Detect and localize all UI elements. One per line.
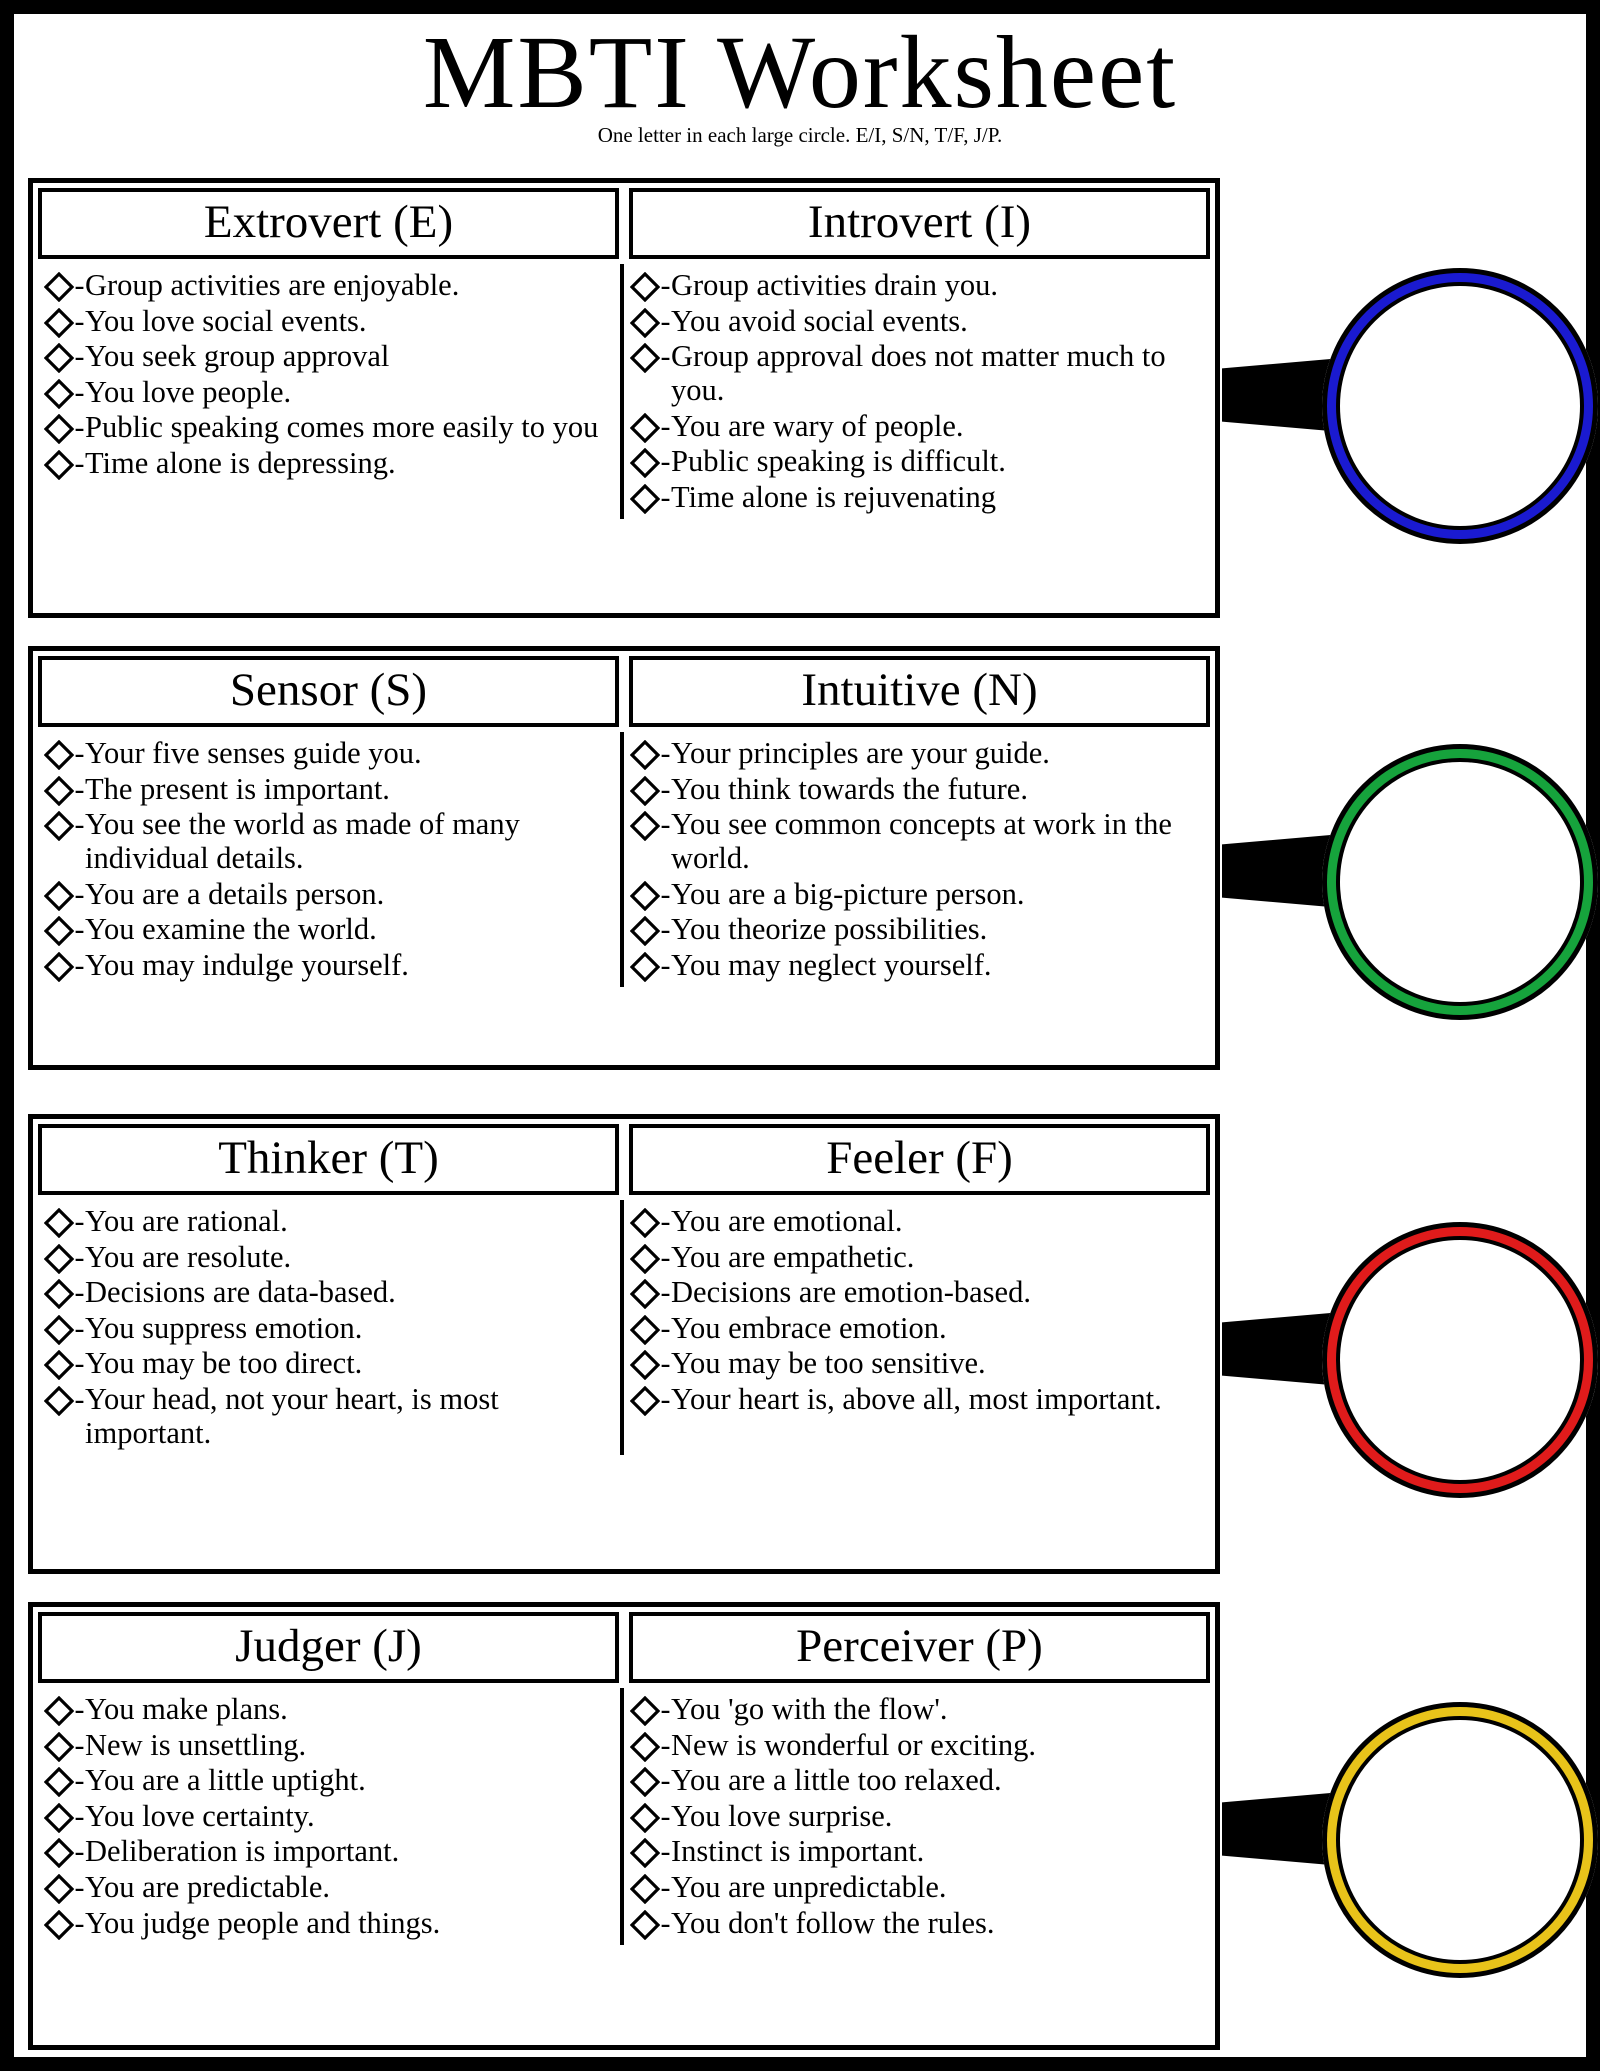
item-text: You are emotional. <box>671 1204 903 1239</box>
item-text: New is wonderful or exciting. <box>671 1727 1037 1762</box>
item-text: You love certainty. <box>85 1798 315 1833</box>
section-body <box>33 732 1215 993</box>
list-extrovert <box>38 264 624 519</box>
item-text: You are unpredictable. <box>671 1870 947 1905</box>
list-item[interactable] <box>44 1275 614 1310</box>
item-text: Your principles are your guide. <box>671 736 1050 771</box>
diamond-checkbox-icon[interactable] <box>630 952 660 982</box>
diamond-checkbox-icon[interactable] <box>44 1910 74 1940</box>
ring-inner <box>1336 1236 1584 1484</box>
heading-extrovert: Extrovert (E) <box>38 188 619 259</box>
item-text: Public speaking is difficult. <box>671 444 1006 479</box>
diamond-checkbox-icon[interactable] <box>630 1910 660 1940</box>
diamond-checkbox-icon[interactable] <box>630 1874 660 1904</box>
list-item[interactable] <box>44 1870 614 1905</box>
diamond-checkbox-icon[interactable] <box>44 1386 74 1416</box>
section-extrovert-introvert <box>28 178 1220 618</box>
list-item[interactable] <box>44 1799 614 1834</box>
item-text: Time alone is depressing. <box>85 446 396 481</box>
bullet-dash: - <box>74 1764 85 1798</box>
heading-sensor: Sensor (S) <box>38 656 619 727</box>
diamond-checkbox-icon[interactable] <box>630 484 660 514</box>
item-text: You are a little too relaxed. <box>671 1763 1002 1798</box>
item-text: You may be too sensitive. <box>671 1346 986 1381</box>
bullet-dash: - <box>74 447 85 481</box>
diamond-checkbox-icon[interactable] <box>630 448 660 478</box>
answer-circle-ei[interactable] <box>1322 268 1598 544</box>
bullet-dash: - <box>660 1347 671 1381</box>
list-item[interactable] <box>44 1906 614 1941</box>
bullet-dash: - <box>660 304 671 338</box>
list-item[interactable] <box>630 736 1204 771</box>
list-item[interactable] <box>44 772 614 807</box>
item-text: You make plans. <box>85 1692 288 1727</box>
diamond-checkbox-icon[interactable] <box>630 1838 660 1868</box>
list-item[interactable] <box>44 877 614 912</box>
list-item[interactable] <box>44 339 614 374</box>
diamond-checkbox-icon[interactable] <box>44 881 74 911</box>
bullet-dash: - <box>660 1728 671 1762</box>
diamond-checkbox-icon[interactable] <box>44 1838 74 1868</box>
list-item[interactable] <box>630 1906 1204 1941</box>
answer-circle-jp[interactable] <box>1322 1702 1598 1978</box>
item-text: Time alone is rejuvenating <box>671 479 997 514</box>
item-text: You seek group approval <box>85 339 390 374</box>
bullet-dash: - <box>660 877 671 911</box>
diamond-checkbox-icon[interactable] <box>630 413 660 443</box>
bullet-dash: - <box>660 445 671 479</box>
heading-thinker: Thinker (T) <box>38 1124 619 1195</box>
list-item[interactable] <box>630 1240 1204 1275</box>
section-body <box>33 1688 1215 1951</box>
diamond-checkbox-icon[interactable] <box>630 1696 660 1726</box>
diamond-checkbox-icon[interactable] <box>630 776 660 806</box>
diamond-checkbox-icon[interactable] <box>44 414 74 444</box>
diamond-checkbox-icon[interactable] <box>44 1803 74 1833</box>
section-body <box>33 264 1215 525</box>
list-item[interactable] <box>44 375 614 410</box>
bullet-dash: - <box>74 1276 85 1310</box>
list-item[interactable] <box>44 807 614 875</box>
bullet-dash: - <box>74 1205 85 1239</box>
list-item[interactable] <box>44 446 614 481</box>
item-text: You love surprise. <box>671 1798 893 1833</box>
section-body <box>33 1200 1215 1461</box>
item-text: New is unsettling. <box>85 1727 307 1762</box>
bullet-dash: - <box>74 913 85 947</box>
bullet-dash: - <box>74 1871 85 1905</box>
diamond-checkbox-icon[interactable] <box>44 811 74 841</box>
answer-circle-tf[interactable] <box>1322 1222 1598 1498</box>
bullet-dash: - <box>660 1383 671 1417</box>
list-item[interactable] <box>630 1382 1204 1417</box>
section-judger-perceiver <box>28 1602 1220 2050</box>
bullet-dash: - <box>74 304 85 338</box>
diamond-checkbox-icon[interactable] <box>44 1279 74 1309</box>
bullet-dash: - <box>660 737 671 771</box>
ring-inner <box>1336 282 1584 530</box>
heading-intuitive: Intuitive (N) <box>629 656 1210 727</box>
ring-inner <box>1336 1716 1584 1964</box>
list-item[interactable] <box>630 877 1204 912</box>
bullet-dash: - <box>74 1835 85 1869</box>
bullet-dash: - <box>74 1728 85 1762</box>
list-judger <box>38 1688 624 1945</box>
diamond-checkbox-icon[interactable] <box>630 1803 660 1833</box>
list-item[interactable] <box>630 948 1204 983</box>
bullet-dash: - <box>74 375 85 409</box>
bullet-dash: - <box>74 1693 85 1727</box>
list-feeler <box>624 1200 1210 1455</box>
bullet-dash: - <box>660 480 671 514</box>
item-text: Your heart is, above all, most important. <box>671 1382 1162 1417</box>
item-text: You theorize possibilities. <box>671 912 988 947</box>
list-item[interactable] <box>630 444 1204 479</box>
diamond-checkbox-icon[interactable] <box>630 1315 660 1345</box>
answer-circle-group-tf <box>1212 1204 1572 1494</box>
bullet-dash: - <box>660 1871 671 1905</box>
list-item[interactable] <box>44 1763 614 1798</box>
bullet-dash: - <box>660 1693 671 1727</box>
bullet-dash: - <box>660 948 671 982</box>
list-intuitive <box>624 732 1210 987</box>
list-item[interactable] <box>630 807 1204 875</box>
section-headings <box>33 651 1215 732</box>
item-text: You see the world as made of many individual details. <box>85 807 520 876</box>
diamond-checkbox-icon[interactable] <box>630 1279 660 1309</box>
item-text: You may be too direct. <box>85 1346 363 1381</box>
section-headings <box>33 183 1215 264</box>
item-text: You embrace emotion. <box>671 1310 947 1345</box>
diamond-checkbox-icon[interactable] <box>44 916 74 946</box>
item-text: You are resolute. <box>85 1239 292 1274</box>
bullet-dash: - <box>660 808 671 842</box>
section-headings <box>33 1607 1215 1688</box>
answer-circle-group-sn <box>1212 726 1572 1016</box>
bullet-dash: - <box>660 913 671 947</box>
item-text: Decisions are emotion-based. <box>671 1275 1031 1310</box>
list-item[interactable] <box>630 480 1204 515</box>
diamond-checkbox-icon[interactable] <box>630 1386 660 1416</box>
item-text: Group activities are enjoyable. <box>85 268 460 303</box>
bullet-dash: - <box>660 1276 671 1310</box>
item-text: You are a little uptight. <box>85 1763 366 1798</box>
diamond-checkbox-icon[interactable] <box>44 450 74 480</box>
list-introvert <box>624 264 1210 519</box>
bullet-dash: - <box>660 269 671 303</box>
bullet-dash: - <box>660 1240 671 1274</box>
list-sensor <box>38 732 624 987</box>
ring-inner <box>1336 758 1584 1006</box>
item-text: You think towards the future. <box>671 771 1028 806</box>
list-item[interactable] <box>630 1799 1204 1834</box>
item-text: You avoid social events. <box>671 303 968 338</box>
diamond-checkbox-icon[interactable] <box>630 916 660 946</box>
bullet-dash: - <box>74 1240 85 1274</box>
diamond-checkbox-icon[interactable] <box>44 1696 74 1726</box>
list-item[interactable] <box>44 268 614 303</box>
list-item[interactable] <box>44 1834 614 1869</box>
diamond-checkbox-icon[interactable] <box>44 1208 74 1238</box>
page-title: MBTI Worksheet <box>422 15 1178 130</box>
page-inner <box>14 14 1586 2057</box>
bullet-dash: - <box>74 1383 85 1417</box>
diamond-checkbox-icon[interactable] <box>630 811 660 841</box>
answer-circle-group-jp <box>1212 1684 1572 1974</box>
item-text: Group approval does not matter much to you. <box>671 339 1166 408</box>
diamond-checkbox-icon[interactable] <box>44 740 74 770</box>
diamond-checkbox-icon[interactable] <box>44 1732 74 1762</box>
bullet-dash: - <box>74 948 85 982</box>
item-text: You 'go with the flow'. <box>671 1692 948 1727</box>
list-item[interactable] <box>44 304 614 339</box>
diamond-checkbox-icon[interactable] <box>630 740 660 770</box>
bullet-dash: - <box>660 1311 671 1345</box>
diamond-checkbox-icon[interactable] <box>630 1244 660 1274</box>
item-text: The present is important. <box>85 771 390 806</box>
item-text: You are empathetic. <box>671 1239 915 1274</box>
item-text: You don't follow the rules. <box>671 1905 995 1940</box>
list-item[interactable] <box>630 912 1204 947</box>
diamond-checkbox-icon[interactable] <box>44 1350 74 1380</box>
section-sensor-intuitive <box>28 646 1220 1070</box>
diamond-checkbox-icon[interactable] <box>44 308 74 338</box>
bullet-dash: - <box>74 1906 85 1940</box>
list-item[interactable] <box>630 1692 1204 1727</box>
diamond-checkbox-icon[interactable] <box>630 881 660 911</box>
heading-introvert: Introvert (I) <box>629 188 1210 259</box>
item-text: Decisions are data-based. <box>85 1275 396 1310</box>
diamond-checkbox-icon[interactable] <box>44 952 74 982</box>
list-item[interactable] <box>630 409 1204 444</box>
list-item[interactable] <box>44 1311 614 1346</box>
bullet-dash: - <box>74 340 85 374</box>
bullet-dash: - <box>74 772 85 806</box>
item-text: You are rational. <box>85 1204 288 1239</box>
list-item[interactable] <box>630 268 1204 303</box>
diamond-checkbox-icon[interactable] <box>630 1350 660 1380</box>
bullet-dash: - <box>660 772 671 806</box>
diamond-checkbox-icon[interactable] <box>44 343 74 373</box>
bullet-dash: - <box>660 1799 671 1833</box>
heading-feeler: Feeler (F) <box>629 1124 1210 1195</box>
bullet-dash: - <box>74 1347 85 1381</box>
list-item[interactable] <box>44 1240 614 1275</box>
diamond-checkbox-icon[interactable] <box>630 308 660 338</box>
diamond-checkbox-icon[interactable] <box>44 1315 74 1345</box>
answer-circle-sn[interactable] <box>1322 744 1598 1020</box>
diamond-checkbox-icon[interactable] <box>44 1244 74 1274</box>
item-text: Instinct is important. <box>671 1834 925 1869</box>
diamond-checkbox-icon[interactable] <box>44 1874 74 1904</box>
list-item[interactable] <box>630 1275 1204 1310</box>
bullet-dash: - <box>660 409 671 443</box>
diamond-checkbox-icon[interactable] <box>44 272 74 302</box>
item-text: You judge people and things. <box>85 1905 441 1940</box>
bullet-dash: - <box>74 269 85 303</box>
bullet-dash: - <box>74 808 85 842</box>
list-item[interactable] <box>630 339 1204 407</box>
page-subtitle: One letter in each large circle. E/I, S/N, T/F, J/P. <box>597 123 1003 148</box>
item-text: Deliberation is important. <box>85 1834 400 1869</box>
heading-perceiver: Perceiver (P) <box>629 1612 1210 1683</box>
diamond-checkbox-icon[interactable] <box>630 1767 660 1797</box>
list-item[interactable] <box>44 1346 614 1381</box>
bullet-dash: - <box>74 1799 85 1833</box>
list-item[interactable] <box>630 1763 1204 1798</box>
item-text: You see common concepts at work in the world. <box>671 807 1172 876</box>
list-item[interactable] <box>630 1346 1204 1381</box>
list-item[interactable] <box>44 912 614 947</box>
heading-judger: Judger (J) <box>38 1612 619 1683</box>
item-text: You love social events. <box>85 303 367 338</box>
list-item[interactable] <box>44 1204 614 1239</box>
item-text: You are wary of people. <box>671 408 964 443</box>
diamond-checkbox-icon[interactable] <box>44 776 74 806</box>
bullet-dash: - <box>660 1906 671 1940</box>
list-thinker <box>38 1200 624 1455</box>
diamond-checkbox-icon[interactable] <box>630 1732 660 1762</box>
list-item[interactable] <box>44 736 614 771</box>
list-item[interactable] <box>630 772 1204 807</box>
section-headings <box>33 1119 1215 1200</box>
bullet-dash: - <box>74 411 85 445</box>
list-item[interactable] <box>44 1692 614 1727</box>
list-item[interactable] <box>630 1728 1204 1763</box>
bullet-dash: - <box>660 1835 671 1869</box>
item-text: You may indulge yourself. <box>85 947 409 982</box>
list-item[interactable] <box>630 1834 1204 1869</box>
list-item[interactable] <box>44 1382 614 1450</box>
item-text: Your head, not your heart, is most important. <box>85 1382 499 1451</box>
item-text: You love people. <box>85 374 292 409</box>
list-item[interactable] <box>630 1870 1204 1905</box>
list-item[interactable] <box>44 410 614 445</box>
item-text: You may neglect yourself. <box>671 947 992 982</box>
item-text: You are predictable. <box>85 1870 331 1905</box>
diamond-checkbox-icon[interactable] <box>630 272 660 302</box>
bullet-dash: - <box>660 1205 671 1239</box>
bullet-dash: - <box>74 877 85 911</box>
diamond-checkbox-icon[interactable] <box>630 343 660 373</box>
list-item[interactable] <box>630 304 1204 339</box>
bullet-dash: - <box>74 737 85 771</box>
bullet-dash: - <box>74 1311 85 1345</box>
item-text: You suppress emotion. <box>85 1310 363 1345</box>
list-item[interactable] <box>630 1204 1204 1239</box>
item-text: You examine the world. <box>85 912 377 947</box>
list-perceiver <box>624 1688 1210 1945</box>
item-text: You are a big-picture person. <box>671 876 1025 911</box>
bullet-dash: - <box>660 340 671 374</box>
item-text: Your five senses guide you. <box>85 736 422 771</box>
diamond-checkbox-icon[interactable] <box>44 379 74 409</box>
item-text: Public speaking comes more easily to you <box>85 410 599 445</box>
bullet-dash: - <box>660 1764 671 1798</box>
list-item[interactable] <box>44 948 614 983</box>
list-item[interactable] <box>630 1311 1204 1346</box>
item-text: Group activities drain you. <box>671 268 998 303</box>
list-item[interactable] <box>44 1728 614 1763</box>
diamond-checkbox-icon[interactable] <box>630 1208 660 1238</box>
section-thinker-feeler <box>28 1114 1220 1574</box>
item-text: You are a details person. <box>85 876 385 911</box>
answer-circle-group-ei <box>1212 250 1572 540</box>
diamond-checkbox-icon[interactable] <box>44 1767 74 1797</box>
